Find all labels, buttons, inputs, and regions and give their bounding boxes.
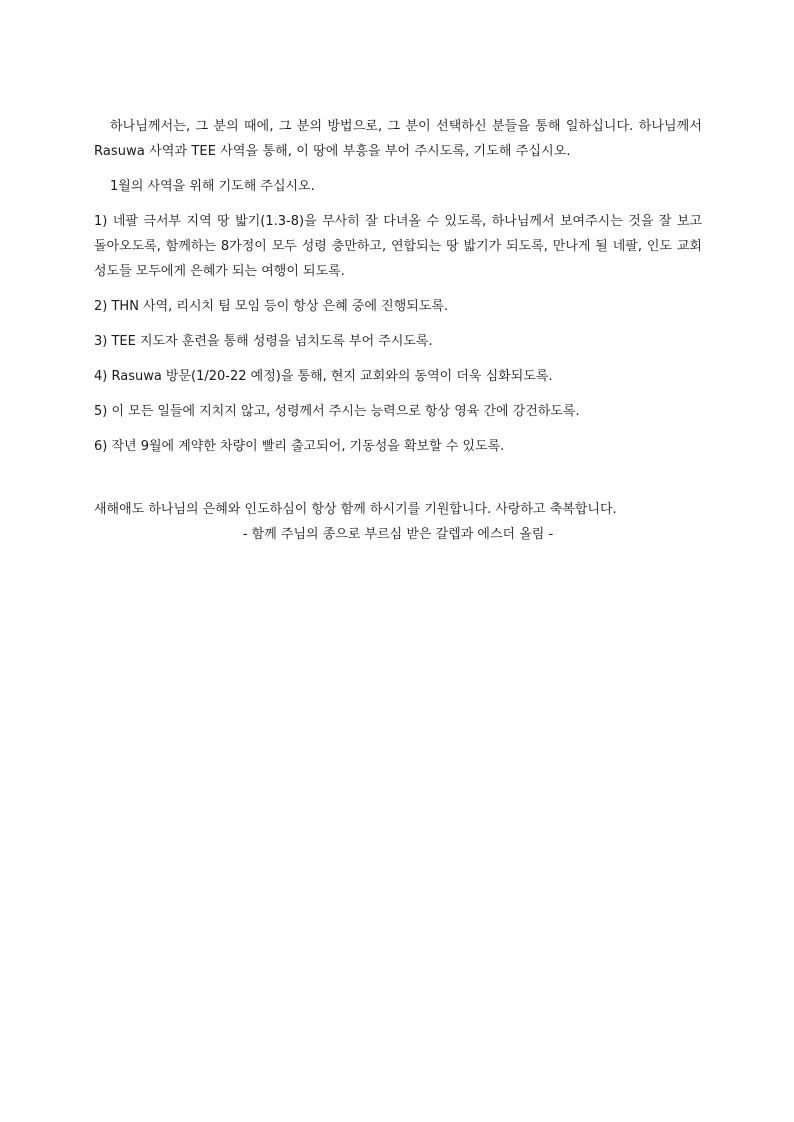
prayer-item: 3) TEE 지도자 훈련을 통해 성령을 넘치도록 부어 주시도록. [94,334,433,349]
prayer-list [94,209,702,459]
prayer-item: 6) 작년 9월에 계약한 차량이 빨리 출고되어, 기동성을 확보할 수 있도록. [94,439,505,454]
month-prayer-heading: 1월의 사역을 위해 기도해 주십시오. [110,179,315,194]
signature-line: - 함께 주님의 종으로 부르심 받은 갈렙과 에스더 올림 - [242,527,554,542]
intro-paragraph: 하나님께서는, 그 분의 때에, 그 분의 방법으로, 그 분이 선택하신 분들을 통해 일하십니다. 하나님께서 Rasuwa 사역과 TEE 사역을 통해, 이 땅에 부흥을 부어 주시도록, 기도해 주십시오. [94,119,702,159]
prayer-item: 2) THN 사역, 리시치 팀 모임 등이 항상 은혜 중에 진행되도록. [94,299,449,314]
closing-paragraph: 새해애도 하나님의 은혜와 인도하심이 항상 함께 하시기를 기원합니다. 사랑하고 축복합니다. [94,502,617,517]
prayer-item: 1) 네팔 극서부 지역 땅 밟기(1.3-8)을 무사히 잘 다녀올 수 있도록, 하나님께서 보여주시는 것을 잘 보고 돌아오도록, 함께하는 8가정이 모두 성령 충만하고, 연합되는 땅 밟기가 되도록, 만나게 될 네팔, 인도 교회 성도들 모두에게 은혜가 되는 여행이 되도록. [94,214,702,279]
prayer-item: 4) Rasuwa 방문(1/20-22 예정)을 통해, 현지 교회와의 동역이 더욱 심화되도록. [94,369,553,384]
prayer-item: 5) 이 모든 일들에 지치지 않고, 성령께서 주시는 능력으로 항상 영육 간에 강건하도록. [94,404,580,419]
letter-body [94,114,702,547]
